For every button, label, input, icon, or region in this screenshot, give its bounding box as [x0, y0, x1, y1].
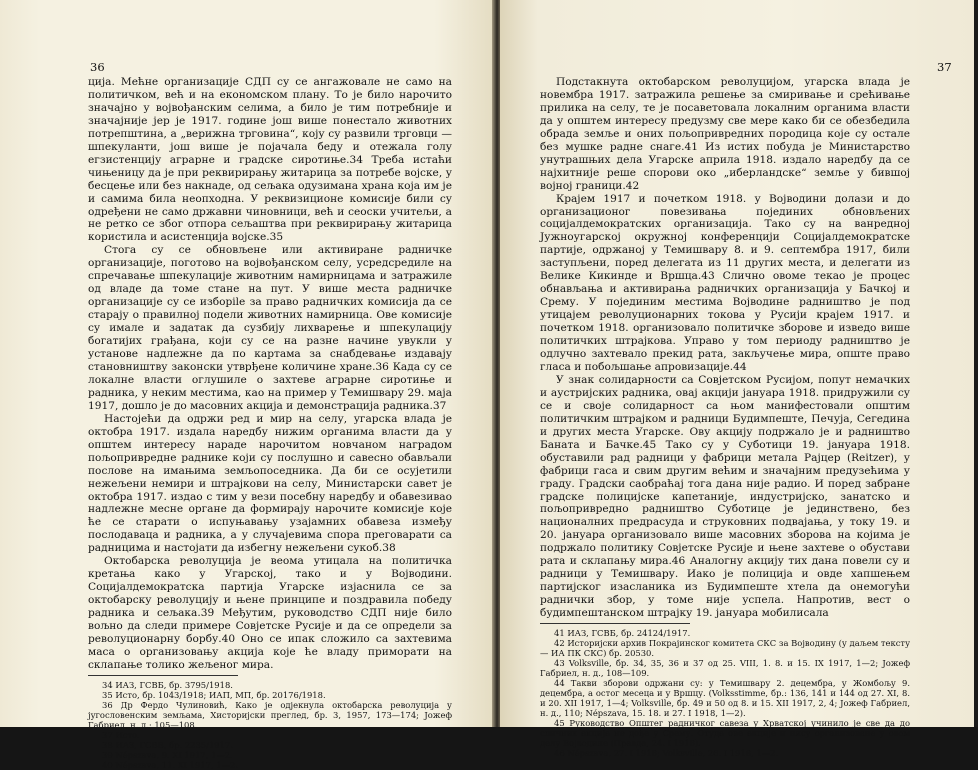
footnote: 34 ИАЗ, ГСВБ, бр. 3795/1918. [102, 679, 233, 690]
footnote: 40 Népszava, 11. XI 1917, 1—2. [102, 759, 238, 770]
footnote: 36 Др Фердо Чулиновић, Како је одјекнула октобарска револуција у југословенским земљама, Хисторијски преглед, бр. 3, 1957, 173—174; Јожеф Габриел, н. д.; 105—108. [88, 699, 452, 730]
paragraph: Октобарска револуција је веома утицала на политичка кретања како у Угарској, тако и у Војводини. Социјалдемократска партија Угарске изјаснила се за октобарску револуцију и њене принципе и поздравила победу радника и сељака.39 Међутим, руководство СДП није било вољно да следи примере Совјетске Русије и да се определи за револуционарну борбу.40 Оно се ипак сложило са захтевима маса о организовању акција које ће владу приморати на склапање толико жељеног мира. [88, 555, 452, 671]
paragraph: Подстакнута октобарском револуцијом, угарска влада је новембра 1917. затражила решење за смиривање и срећивање прилика на селу, те је посаветовала локалним органима власти да у општем интересу предузму све мере како би се обезбедила обрада земље и оних пољопривредних породица које су остале без мушке радне снаге.41 Из истих побуда је Министарство унутрашњих дела Угарске априла 1918. издало наредбу да се најхитније реше спорови око „иберландске“ земље у бившој војној граници.42 [540, 76, 910, 192]
paragraph: Крајем 1917 и почетком 1918. у Војводини долази и до организационог повезивања појединих обновљених социјалдемократских организација. Тако су на ванредној Јужноугарској окружној конференцији Социјалдемократске партије, одржаној у Темишвару 8. и 9. септембра 1917, били заступљени, поред делегата из 11 других места, и делегати из Велике Кикинде и Вршца.43 Слично овоме текао је процес обнављања и активирања радничких организација у Бачкој и Срему. У појединим местима Војводине радништво је под утицајем револуционарних токова у Русији крајем 1917. и почетком 1918. организовало политичке зборове и изведо више политичких штрајкова. Управо у том периоду радништво је одлучно захтевало прекид рата, закључење мира, опште право гласа и побољшање апровизације.44 [540, 192, 910, 373]
footnote: 39 Népszava, 9. XI 1917, 1—2. [102, 749, 233, 760]
footnote: 37 Исто. [102, 729, 140, 740]
footnote: 46 Népszava, 27. I 1918; Volksville, 26. I 1918, 1—2. [554, 748, 779, 759]
footnote: 43 Volksville, бр. 34, 35, 36 и 37 од 25. VIII, 1. 8. и 15. IX 1917, 1—2; Јожеф Габриел, н. д., 108—109. [540, 658, 910, 679]
footnote: 35 Исто, бр. 1043/1918; ИАП, МП, бр. 20176/1918. [102, 689, 326, 700]
page-number-left: 36 [90, 60, 105, 74]
footnote-divider [88, 675, 238, 676]
book-edge [974, 0, 978, 727]
paragraph: Стога су се обновљене или активиране радничке организације, поготово на војвођанском селу, усредсредиле на спречавање шпекулације животним намирницама и затражиле од владе да томе стане на пут. У више места радничке организације су се изборile за право радничких комисија да се старају о правилној подели животних намирница. Ове комисије су имале и задатак да сузбију лихварење и шпекулацију богатијих грађана, који су се на разне начине увукли у установе надлежне да по картама за снабдевање издавају становништву законски утврђене количине хране.36 Када су се локалне власти оглушиле о захтеве аграрне сиротиње и радника, у неким местима, као на пример у Темишвару 29. маја 1917, дошло је до масовних акција и демонстрација радника.37 [88, 244, 452, 412]
right-page [500, 0, 974, 759]
footnote: 44 Такви зборови одржани су: у Темишвару 2. децембра, у Жомбољу 9. децембра, а остог месеца и у Вршцу. (Volksstimme, бр.: 136, 141 и 144 од 27. XI, 8. и 20. XII 1917, 1—4; Volksville, бр. 49 и 50 од 8. и 15. XII 1917, 2, 4; Јожеф Габриел, н. д., 110; Népszava, 15. 18. и 27. I 1918, 1—2). [540, 678, 910, 719]
paragraph: ција. Мећне организације СДП су се ангажовале не само на политичком, већ и на економском плану. То је било нарочито значајно у војвођанским селима, а било је тим потребније и значајније јер је 1917. године још више понестало животних потрепштина, а „верижна трговина“, коју су развили трговци — шпекуланти, још више је појачала беду и отежала голу егзистенцију аграрне и градске сиротиње.34 Треба истаћи чињеницу да је при реквирирању житарица за потребе војске, у бесцење или без накнаде, од сељака одузимана храна која им је и самима била неопходна. У реквизиционе комисије били су одређени не само државни чиновници, већ и сеоски учитељи, а не ретко се због отпора сељаштва при реквирирању житарица користила и асистенција војске.35 [88, 76, 452, 244]
footnote: 38 ИАЗ, ГСВБ, бр. 2235/1917. [102, 739, 233, 750]
page-number-right: 37 [937, 60, 952, 74]
paragraph: У знак солидарности са Совјетском Русијом, попут немачких и аустријских радника, овај акцији јануара 1918. придружили су се и својe солидарност са њом манифестовали општим политичким штрајком и радници Будимпеште, Печуја, Сегедина и других места Угарске. Ову акцију подржало је и радништво Баната и Бачке.45 Тако су у Суботици 19. јануара 1918. обуставили рад радници у фабрици метала Рајцер (Reitzer), у фабрици гаса и свим другим већим и значајним предузећима у граду. Градски саобраћај тога дана није радио. И поред забране градске полицијске капетаније, индустријско, занатско и пољопривредно радништво Суботице је јединствено, без националних предрасуда и струковних подвајања, у току 19. и 20. јануара организовало више масовних зборова на којима је подржало политику Совјетске Русије и њене захтеве о обустави рата и склапању мира.46 Аналогну акцију тих дана повели су и радници у Темишвару. Иако је полиција и овде хапшењем партијског изасланика из Будимпеште хтела да онемогући раднички збор, у томе није успела. Напротив, вест о будимпештанском штрајку 19. јануара мобилисала [540, 373, 910, 620]
paragraph: Настојећи да одржи ред и мир на селу, угарска влада је октобра 1917. издала наредбу нижим органима власти да у општем интересу нараде нарочитом новчаном наградом пољопривредне раднике који су послушно и савесно обављали послове на имањима земљопоседника. Да би се осујетили нежељени немири и штрајкови на селу, Министарски савет је октобра 1917. издао с тим у вези посебну наредбу и обавезивао надлежне месне органе да формирају нарочите комисије које ће се старати о испуњавању узајамних обавеза између послодаваца и радника, а у случајевима спора преговарати са радницима и настојати да избегну нежељени сукоб.38 [88, 412, 452, 555]
footnote: 41 ИАЗ, ГСВБ, бр. 24124/1917. [554, 628, 691, 639]
left-text-block [88, 76, 452, 770]
footnote: 42 Историјски архив Покрајинског комитета СКС за Војводину (у даљем тексту — ИА ПК СКС) бр. 20530. [540, 638, 910, 659]
right-text-block [540, 76, 910, 758]
footnote-divider [540, 623, 690, 624]
footnote: 45 Руководство Општег радничког савеза у Хрватској учинило је све да до сличних акција не дође у Срему. Отуда ове акције и нису организоване у овом делу Војводине (Правда, 24. I 1918). [540, 718, 910, 749]
